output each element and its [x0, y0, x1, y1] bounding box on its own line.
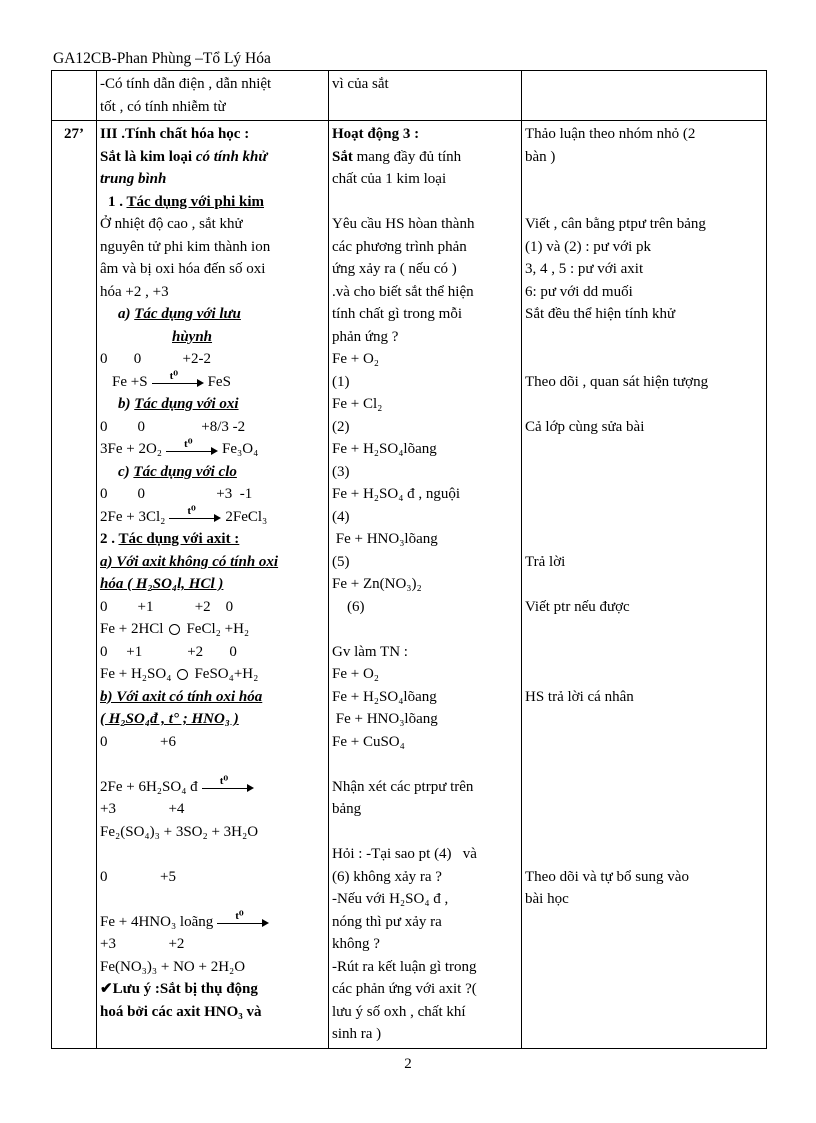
equation: Fe + 2HCl FeCl₂ +H₂: [100, 621, 250, 637]
lesson-table: [51, 70, 767, 1049]
arrow-symbol-icon: [169, 624, 180, 635]
equation: 2Fe + 3Cl₂ t⁰ 2FeCl₃: [100, 505, 268, 525]
arrow-icon: t⁰: [166, 443, 218, 457]
arrow-icon: t⁰: [217, 915, 269, 929]
arrow-symbol-icon: [177, 669, 188, 680]
page-header: GA12CB-Phan Phùng –Tổ Lý Hóa: [53, 50, 271, 67]
equation: Fe + 4HNO₃ loãng t⁰: [100, 911, 325, 934]
teacher-cell: vì của sắt: [329, 71, 522, 121]
table-row: [52, 71, 767, 121]
equation: 2Fe + 6H₂SO₄ đ t⁰: [100, 776, 325, 799]
arrow-icon: t⁰: [202, 780, 254, 794]
equation: Fe + H₂SO₄ FeSO₄+H₂: [100, 666, 259, 682]
check-icon: ✔: [100, 981, 113, 997]
time-cell-empty: [52, 71, 97, 121]
teacher-cell: Hoạt động 3 : Sắt mang đầy đủ tính chất của 1 kim loại Yêu cầu HS hòan thành các phương trình phản ứng xảy ra ( nếu có ) .và cho biết sắt thể hiện tính chất gì trong mỗi phản ứng ? Fe + O₂ (1) Fe + Cl₂ (2) Fe + H₂SO₄lõang (3) Fe + H₂SO₄ đ , nguội (4) Fe + HNO₃lõang (5) Fe + Zn(NO₃)₂ (6) Gv làm TN : Fe + O₂ Fe + H₂SO₄lõang Fe + HNO₃lõang Fe + CuSO₄ Nhận xét các ptrpư trên bảng Hỏi : -Tại sao pt (4) và (6) không xảy ra ? -Nếu với H₂SO₄ đ , nóng thì pư xảy ra không ? -Rút ra kết luận gì trong các phản ứng với axit ?( lưu ý số oxh , chất khí sinh ra ): [329, 121, 522, 1049]
equation: 3Fe + 2O₂ t⁰ Fe₃O₄: [100, 437, 259, 457]
page-number: 2: [404, 1056, 412, 1072]
student-cell: Thảo luận theo nhóm nhỏ (2 bàn ) Viết , cân bằng ptpư trên bảng (1) và (2) : pư với pk 3, 4 , 5 : pư với axit 6: pư với dd muối Sắt đều thể hiện tính khử Theo dõi , quan sát hiện tượng Cả lớp cùng sửa bài Trả lời Viết ptr nếu được HS trả lời cá nhân Theo dõi và tự bổ sung vào bài học: [522, 121, 767, 1049]
student-cell: [522, 71, 767, 121]
arrow-icon: t⁰: [152, 375, 204, 389]
arrow-icon: t⁰: [169, 510, 221, 524]
table-row: [52, 121, 767, 1049]
content-cell: -Có tính dẫn điện , dẫn nhiệt tốt , có tính nhiễm từ: [97, 71, 329, 121]
content-cell: III .Tính chất hóa học : Sắt là kim loại có tính khử trung bình 1 . Tác dụng với phi kim Ở nhiệt độ cao , sắt khử nguyên tử phi kim thành ion âm và bị oxi hóa đến số oxi hóa +2 , +3 a) Tác dụng với lưu hùynh 0 0 +2-2 Fe +S t⁰ FeS b) Tác dụng với oxi 0 0 +8/3 -2 3Fe + 2O₂ t⁰ Fe₃O₄ c) Tác dụng với clo 0 0 +3 -1 2Fe + 3Cl₂ t⁰ 2FeCl₃ 2 . Tác dụng với axit : a) Với axit không có tính oxi hóa ( H₂SO₄l, HCl ) 0 +1 +2 0 Fe + 2HCl FeCl₂ +H₂ 0 +1 +2 0 Fe + H₂SO₄ FeSO₄+H₂ b) Với axit có tính oxi hóa ( H₂SO₄đ , t° ; HNO₃ ) 0 +6 2Fe + 6H₂SO₄ đ t⁰ +3 +4 Fe₂(SO₄)₃ + 3SO₂ + 3H₂O 0 +5 Fe + 4HNO₃ loãng t⁰ +3 +2 Fe(NO₃)₃ + NO + 2H₂O ✔Lưu ý :Sắt bị thụ động hoá bởi các axit HNO₃ và: [97, 121, 329, 1049]
time-cell: 27’: [52, 121, 97, 1049]
section-title: III .Tính chất hóa học :: [100, 126, 250, 142]
equation: Fe +S t⁰ FeS: [112, 370, 231, 390]
